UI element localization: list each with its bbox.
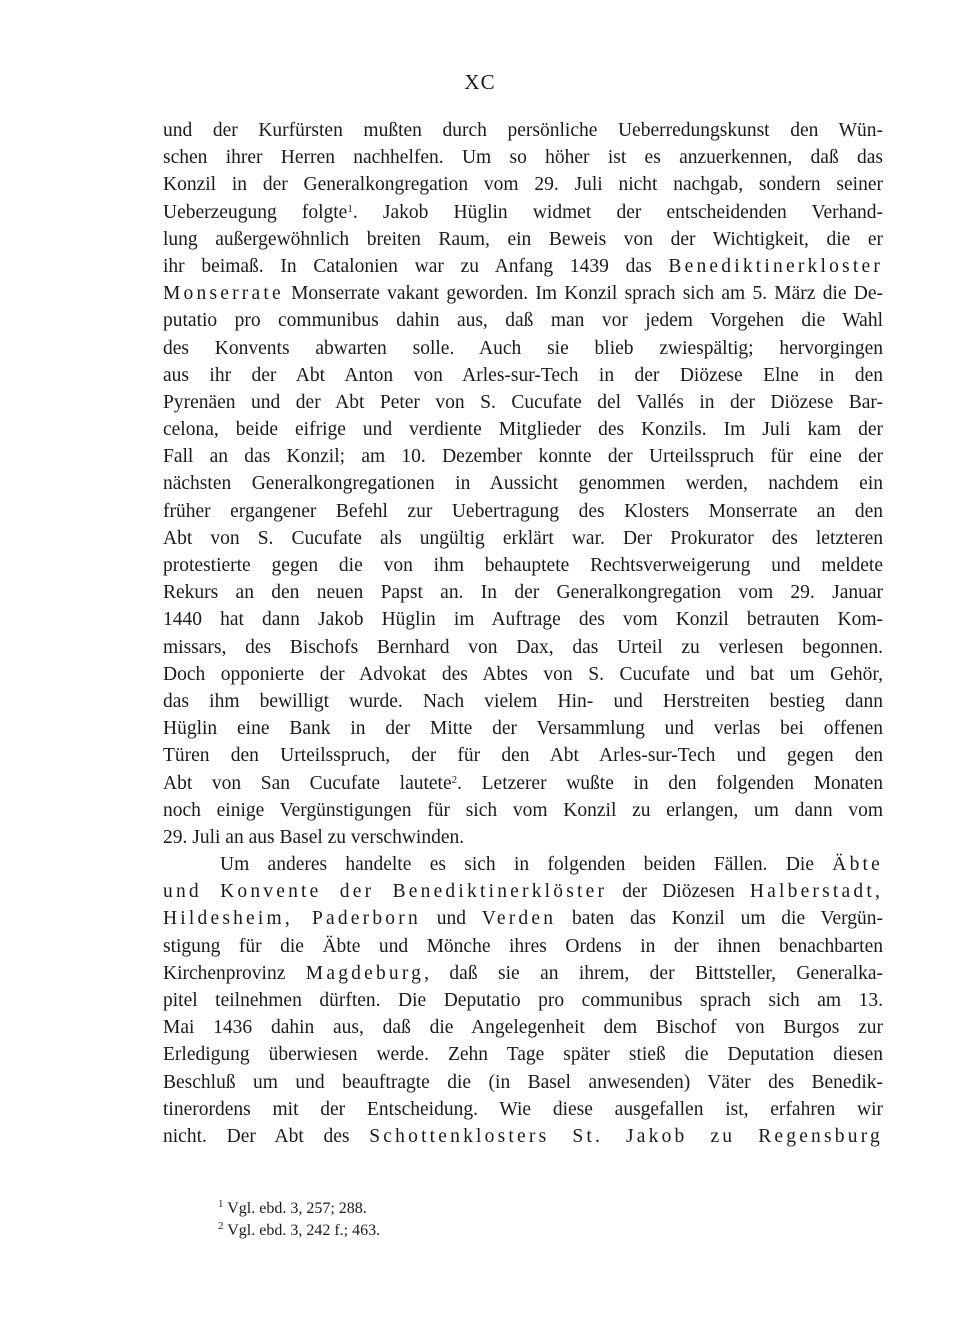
spaced-name: Hildesheim, Paderborn bbox=[163, 908, 421, 930]
text-line: des Konvents abwarten solle. Auch sie blieb zwiespältig; hervorgingen bbox=[163, 337, 883, 359]
text-line: früher ergangener Befehl zur Uebertragung des Klosters Monserrate an den bbox=[163, 500, 883, 522]
footnote bbox=[218, 1220, 718, 1242]
text-line bbox=[163, 905, 883, 932]
text-line: Mai 1436 dahin aus, daß die Angelegenheit dem Bischof von Burgos zur bbox=[163, 1017, 883, 1039]
footnote bbox=[218, 1198, 718, 1220]
text-line bbox=[163, 1123, 883, 1150]
text-line: stigung für die Äbte und Mönche ihres Ordens in der ihnen benachbarten bbox=[163, 935, 883, 957]
main-text bbox=[163, 117, 883, 1150]
text-line: pitel teilnehmen dürften. Die Deputatio pro communibus sprach sich am 13. bbox=[163, 990, 883, 1011]
text-line: noch einige Vergünstigungen für sich vom Konzil zu erlangen, um dann vom bbox=[163, 799, 883, 821]
text-line: Doch opponierte der Advokat des Abtes von S. Cucufate und bat um Gehör, bbox=[163, 663, 883, 685]
text-segment: ihr beimaß. In Catalonien war zu Anfang 1439 das bbox=[163, 255, 652, 277]
spaced-name: und Konvente der Benediktinerklöster bbox=[163, 881, 608, 903]
footnote-number: 1 bbox=[218, 1198, 224, 1210]
spaced-name: Schottenklosters St. Jakob zu Regensburg bbox=[369, 1125, 883, 1147]
footnote-marker: 2 bbox=[451, 773, 458, 786]
text-line bbox=[163, 851, 883, 878]
spaced-name: Halberstadt, bbox=[749, 881, 884, 903]
text-line: 1440 hat dann Jakob Hüglin im Auftrage des vom Konzil betrauten Kom- bbox=[163, 609, 883, 631]
text-segment: baten das Konzil um die Vergün- bbox=[571, 908, 883, 930]
text-line: Konzil in der Generalkongregation vom 29. Juli nicht nachgab, sondern seiner bbox=[163, 174, 883, 196]
text-line bbox=[163, 770, 883, 797]
text-segment: . Jakob Hüglin widmet der entscheidenden Verhand- bbox=[352, 201, 883, 223]
text-line: das ihm bewilligt wurde. Nach vielem Hin- und Herstreiten bestieg dann bbox=[163, 690, 883, 712]
text-line bbox=[163, 253, 883, 280]
footnote-marker: 1 bbox=[347, 202, 353, 215]
text-line: und der Kurfürsten mußten durch persönliche Ueberredungskunst den Wün- bbox=[163, 120, 883, 141]
text-line: schen ihrer Herren nachhelfen. Um so höher ist es anzuerkennen, daß das bbox=[163, 147, 883, 169]
text-line bbox=[163, 199, 883, 226]
footnote-text: Vgl. ebd. 3, 257; 288. bbox=[227, 1200, 367, 1217]
text-line bbox=[163, 878, 883, 905]
text-line: Abt von S. Cucufate als ungültig erklärt war. Der Prokurator des letzteren bbox=[163, 527, 883, 549]
text-line: tinerordens mit der Entscheidung. Wie diese ausgefallen ist, erfahren wir bbox=[163, 1098, 883, 1120]
text-segment: der Diözesen bbox=[622, 881, 735, 903]
footnotes bbox=[218, 1198, 718, 1242]
text-segment: Monserrate vakant geworden. Im Konzil sprach sich am 5. März die De- bbox=[291, 283, 884, 305]
text-segment: Ueberzeugung folgte bbox=[163, 201, 348, 223]
text-segment: Abt von San Cucufate lautete bbox=[163, 772, 452, 794]
page-number: XC bbox=[464, 70, 496, 94]
spaced-name: Verden bbox=[481, 908, 557, 930]
text-segment: . Letzerer wußte in den folgenden Monaten bbox=[457, 772, 884, 794]
text-segment: nicht. Der Abt des bbox=[163, 1125, 350, 1147]
spaced-name: Magdeburg bbox=[305, 962, 425, 984]
text-line: Türen den Urteilsspruch, der für den Abt Arles-sur-Tech und gegen den bbox=[163, 745, 883, 767]
text-line: 29. Juli an aus Basel zu verschwinden. bbox=[163, 826, 465, 848]
text-line: lung außergewöhnlich breiten Raum, ein Beweis von der Wichtigkeit, die er bbox=[163, 228, 883, 250]
text-line: missars, des Bischofs Bernhard von Dax, das Urteil zu verlesen begonnen. bbox=[163, 636, 883, 658]
text-line: Pyrenäen und der Abt Peter von S. Cucufate del Vallés in der Diözese Bar- bbox=[163, 391, 883, 413]
footnote-number: 2 bbox=[218, 1220, 224, 1232]
text-line: celona, beide eifrige und verdiente Mitglieder des Konzils. Im Juli kam der bbox=[163, 419, 883, 441]
text-line: Erledigung überwiesen werde. Zehn Tage später stieß die Deputation diesen bbox=[163, 1044, 883, 1066]
text-line: nächsten Generalkongregationen in Aussicht genommen werden, nachdem ein bbox=[163, 473, 883, 495]
text-line: Rekurs an den neuen Papst an. In der Generalkongregation vom 29. Januar bbox=[163, 582, 883, 604]
text-segment: , daß sie an ihrem, der Bittsteller, Generalka- bbox=[424, 962, 883, 984]
text-line: Fall an das Konzil; am 10. Dezember konnte der Urteilsspruch für eine der bbox=[163, 446, 883, 468]
spaced-name: Äbte bbox=[832, 854, 884, 876]
text-segment: Um anderes handelte es sich in folgenden beiden Fällen. Die bbox=[220, 854, 814, 876]
text-line: putatio pro communibus dahin aus, daß man vor jedem Vorgehen die Wahl bbox=[163, 310, 883, 332]
text-line: Hüglin eine Bank in der Mitte der Versammlung und verlas bei offenen bbox=[163, 718, 883, 740]
text-line: Beschluß um und beauftragte die (in Basel anwesenden) Väter des Benedik- bbox=[163, 1071, 883, 1093]
text-segment: Monserrate bbox=[163, 283, 284, 305]
spaced-name: Benediktinerkloster bbox=[668, 255, 884, 277]
footnote-text: Vgl. ebd. 3, 242 f.; 463. bbox=[227, 1222, 381, 1239]
text-segment: und bbox=[436, 908, 466, 930]
text-line bbox=[163, 280, 883, 307]
text-line: aus ihr der Abt Anton von Arles-sur-Tech in der Diözese Elne in den bbox=[163, 364, 883, 386]
text-line bbox=[163, 960, 883, 987]
text-segment: Kirchenprovinz bbox=[163, 962, 286, 984]
text-line: protestierte gegen die von ihm behauptete Rechtsverweigerung und meldete bbox=[163, 555, 883, 576]
